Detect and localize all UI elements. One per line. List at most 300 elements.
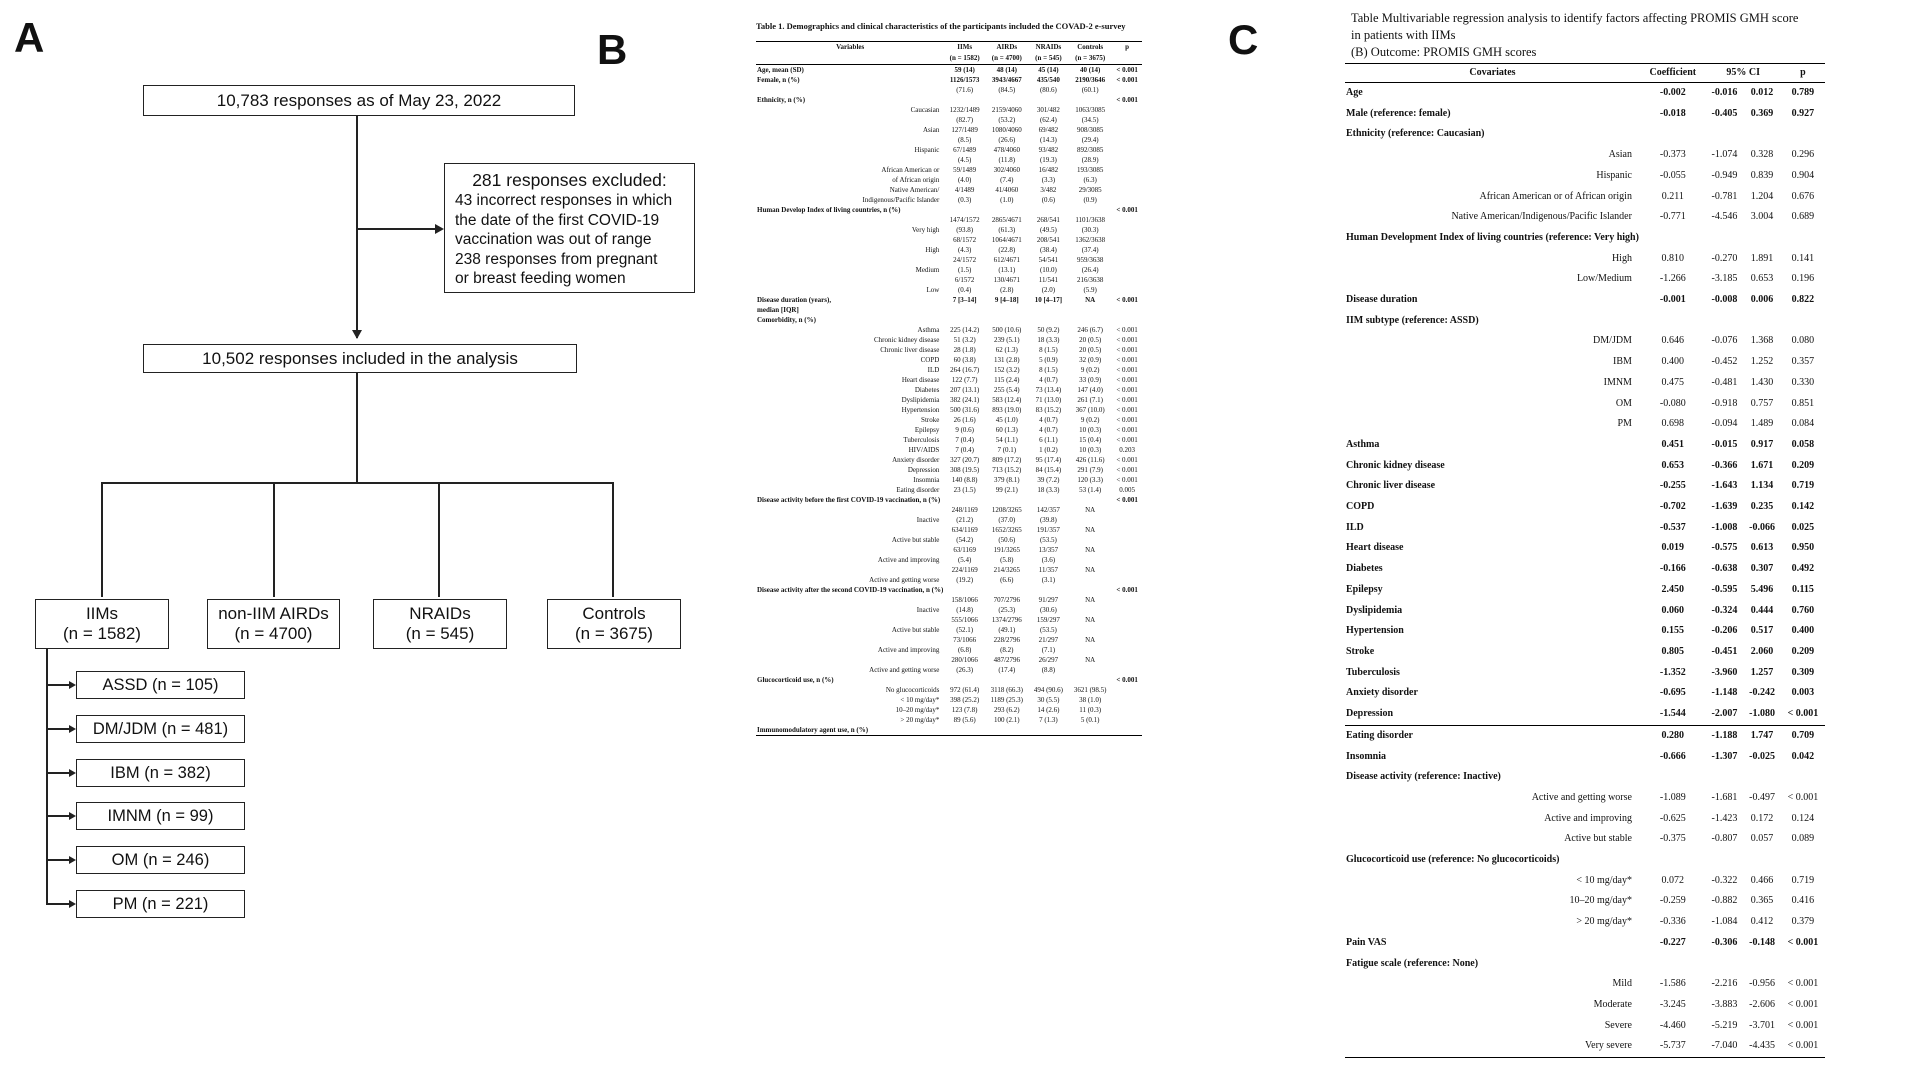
table-cell: -0.255 [1659,480,1686,492]
table-cell: 291 (7.9) [1077,466,1103,474]
table-row [1345,850,1825,871]
table-cell: (8.8) [1041,666,1056,674]
table-cell: 0.296 [1791,149,1815,161]
row-label: Inactive [916,516,940,524]
table-row [756,275,1142,285]
table-cell [1029,495,1069,505]
table-cell: -0.016 [1711,87,1738,98]
row-label: Chronic liver disease [1346,480,1436,492]
table-cell: 0.042 [1791,750,1815,762]
table-cell: (53.2) [998,116,1016,124]
table-cell [1068,625,1112,635]
row-label: Hypertension [901,406,940,414]
table-cell: < 0.001 [1116,376,1138,384]
table-cell: (3.6) [1041,556,1056,564]
row-label: Disease activity before the first COVID-19 vaccination, n (%) [757,496,941,504]
table-cell: -0.497 [1749,791,1775,803]
row-label: Ethnicity (reference: Caucasian) [1346,128,1485,140]
table-cell: 207 (13.1) [950,386,980,394]
table-cell: 1080/4060 [991,126,1022,134]
table-cell: 0.466 [1750,874,1774,886]
table-cell: 1.891 [1750,252,1774,264]
table-cell [985,585,1029,595]
table-cell: 6 (1.1) [1039,436,1058,444]
table-cell: (0.9) [1083,196,1097,204]
row-label: African American or of African origin [1479,190,1632,202]
table-row [1345,704,1825,725]
excluded-line: 238 responses from pregnant [455,250,658,268]
table-row [756,715,1142,725]
group-box-non-iim-airds [207,599,340,649]
table-cell: 54 (1.1) [995,436,1018,444]
table-cell: 583 (12.4) [992,396,1022,404]
row-label: Age [1346,87,1363,98]
table-cell: -3.245 [1659,998,1686,1010]
group-name: IIMs [85,604,119,623]
table-cell [1112,135,1142,145]
table-cell: 16/482 [1038,166,1059,174]
table-cell: 0.400 [1791,625,1815,637]
table-cell: 1 (0.2) [1039,446,1058,454]
table-cell [1640,311,1706,332]
table-cell: (4.5) [957,156,972,164]
row-label: OM [1615,397,1632,409]
table-cell: (49.1) [998,626,1016,634]
table-cell: 1232/1489 [949,106,980,114]
table-cell: 0.412 [1750,916,1774,928]
row-label: Anxiety disorder [892,456,940,464]
table-row [756,255,1142,265]
table-cell [1068,205,1112,215]
table-cell [1112,645,1142,655]
table-cell: (25.3) [998,606,1016,614]
table-cell: 0.917 [1750,438,1774,450]
table-cell: 115 (2.4) [994,376,1020,384]
table-row [756,655,1142,665]
table-cell: (52.1) [956,626,974,634]
table-row [756,395,1142,405]
table-cell: NA [1085,656,1096,664]
row-label: Female, n (%) [757,76,800,84]
table-cell: 1.204 [1750,190,1774,202]
table-cell: 0.927 [1791,107,1815,119]
table-row [756,125,1142,135]
table-cell [1112,665,1142,675]
table-cell [1068,315,1112,325]
table-cell [1112,695,1142,705]
table-cell: 9 (0.2) [1080,366,1100,374]
table-cell [1112,185,1142,195]
table-cell: < 0.001 [1116,676,1138,684]
table-cell: 0.357 [1791,356,1815,368]
table-cell: -4.460 [1659,1019,1686,1031]
table-cell: 89 (5.6) [953,716,976,724]
table-cell [1640,124,1706,145]
table-cell: -3.960 [1711,666,1738,678]
table-cell [1112,165,1142,175]
panel-label-a: A [14,14,45,61]
table-cell [1640,767,1706,788]
table-cell: (6.6) [1000,576,1014,584]
column-header: p [1112,42,1142,65]
table-cell [944,205,985,215]
table-cell: 1.430 [1750,376,1774,388]
table-cell: 123 (7.8) [951,706,978,714]
table-cell: (84.5) [998,86,1016,94]
table-cell: (5.4) [957,556,972,564]
table-cell: (49.5) [1039,226,1057,234]
table-cell: 131 (2.8) [993,356,1020,364]
table-row [1345,145,1825,166]
table-cell: 59/1489 [953,166,977,174]
table-cell: 73 (13.4) [1035,386,1062,394]
table-row [756,585,1142,595]
table-cell: 382 (24.1) [950,396,980,404]
table-cell [944,315,985,325]
table-cell: (30.6) [1039,606,1057,614]
table-cell: 68/1572 [953,236,977,244]
table-cell: -2.216 [1711,978,1738,990]
arrowhead-right [69,900,76,908]
table-cell: 0.950 [1791,542,1815,554]
row-label [756,155,944,165]
row-label: Disease duration (years), [757,296,832,304]
table-row [756,555,1142,565]
table-row [1345,394,1825,415]
row-label: > 20 mg/day* [900,716,940,724]
table-cell: -7.040 [1706,1036,1744,1057]
table-row [1345,166,1825,187]
table-cell [944,305,985,315]
table-cell: 60 (3.8) [953,356,976,364]
row-label [756,235,944,245]
table-cell: < 0.001 [1116,326,1138,334]
table-row [1345,912,1825,933]
table-cell [1029,205,1069,215]
table-cell: 0.025 [1791,521,1815,533]
group-box-iims [35,599,169,649]
table-cell: < 0.001 [1116,466,1138,474]
table-cell: 9 (0.6) [955,426,974,434]
table-cell: 6/1572 [954,276,975,284]
table-cell [1112,525,1142,535]
table-row [1345,187,1825,208]
group-name: Controls [582,604,646,623]
table-cell [985,725,1029,736]
table-cell [1112,85,1142,95]
table-cell: 5 (0.1) [1080,716,1100,724]
regression-table [1345,63,1825,1058]
table-cell: -5.219 [1711,1019,1738,1031]
table-cell: 0.400 [1661,356,1685,368]
table-cell: 0.719 [1791,874,1815,886]
table-cell: 10 (0.3) [1079,426,1102,434]
table-cell: -1.148 [1711,687,1738,699]
table-cell [1068,95,1112,105]
table-row [756,495,1142,505]
table-cell: NA [1085,636,1096,644]
table-cell: 1126/1573 [949,76,980,84]
table-cell: -0.242 [1749,687,1775,699]
table-cell: 239 (5.1) [993,336,1020,344]
table-row [756,465,1142,475]
table-row [756,185,1142,195]
column-header: Variables [756,42,944,65]
row-label: Very severe [1345,1036,1640,1057]
column-header: Coefficient [1640,64,1706,83]
table-cell: < 0.001 [1116,496,1138,504]
table-row [756,215,1142,225]
table-cell: (13.1) [998,266,1016,274]
table-cell: -1.188 [1706,725,1744,746]
row-label: Chronic liver disease [880,346,940,354]
table-cell: 18 (3.3) [1037,486,1060,494]
table-row [1345,871,1825,892]
table-cell: 3943/4667 [991,76,1022,84]
table-cell: 0.839 [1750,169,1774,181]
table-row [1345,311,1825,332]
row-label: Hispanic [1596,169,1632,181]
table-cell: -2.606 [1749,998,1775,1010]
table-cell: (53.5) [1039,626,1057,634]
table-cell: 0.003 [1791,687,1815,699]
table-cell: 0.517 [1750,625,1774,637]
table-cell: 308 (19.5) [950,466,980,474]
table-cell: 0.365 [1750,895,1774,907]
table-cell: 500 (10.6) [992,326,1022,334]
table-row [1345,747,1825,768]
table-cell [1781,850,1825,871]
table-cell: 0.235 [1750,501,1774,513]
table-cell: -0.375 [1659,833,1686,845]
table-cell [1068,515,1112,525]
table-cell: (93.8) [956,226,974,234]
table-cell: (21.2) [956,516,974,524]
table-cell: -0.008 [1711,294,1738,306]
table-cell: NA [1085,526,1096,534]
table-cell: 45 (1.0) [995,416,1018,424]
table-row [756,475,1142,485]
table-cell [1029,675,1069,685]
table-cell: 41/4060 [995,186,1019,194]
table-cell [985,305,1029,315]
table-cell: 426 (11.6) [1075,456,1105,464]
row-label [756,635,944,645]
table-cell: -1.266 [1659,273,1686,285]
table-cell: -0.366 [1711,459,1738,471]
table-cell: 0.203 [1119,446,1135,454]
table-cell: < 0.001 [1116,476,1138,484]
row-label: African American or [881,166,940,174]
table-row [756,195,1142,205]
row-label [756,525,944,535]
table-cell: 0.760 [1791,604,1815,616]
row-label: Human Develop Index of living countries, n (%) [757,206,901,214]
row-label: Age, mean (SD) [757,66,804,74]
table-cell [1706,124,1744,145]
table-cell [1743,850,1781,871]
table-cell: 60 (1.3) [995,426,1018,434]
table-cell: < 0.001 [1116,416,1138,424]
table-cell [1112,535,1142,545]
table-cell: NA [1085,596,1096,604]
table-cell: < 0.001 [1116,426,1138,434]
table-row [756,345,1142,355]
table-cell: 293 (6.2) [993,706,1020,714]
table-cell: -0.080 [1659,397,1686,409]
table-row [756,355,1142,365]
table-cell: -0.076 [1711,335,1738,347]
table-cell: -1.423 [1711,812,1738,824]
table-cell: (4.0) [957,176,972,184]
table-row [756,445,1142,455]
table-cell: -1.352 [1659,666,1686,678]
table-cell: 8 (1.5) [1039,346,1058,354]
table-cell: < 0.001 [1781,1036,1825,1057]
table-cell: 158/1066 [951,596,978,604]
table-cell [1029,585,1069,595]
table-cell [1112,655,1142,665]
table-row [756,485,1142,495]
table-row [1345,580,1825,601]
table-cell: 9 (0.2) [1080,416,1100,424]
table-cell: 1.747 [1743,725,1781,746]
table-cell [1112,725,1142,736]
row-label: Heart disease [901,376,940,384]
table-cell: 0.330 [1791,376,1815,388]
table-cell [1112,115,1142,125]
table-cell: (39.8) [1039,516,1057,524]
table-cell: -1.089 [1659,791,1686,803]
included-responses-box: 10,502 responses included in the analysis [143,344,577,373]
table-cell [1068,305,1112,315]
table-cell: 7 [3–14] [952,296,977,304]
table-cell: -0.002 [1659,87,1686,98]
table-cell [1781,124,1825,145]
table-row [1345,559,1825,580]
table-cell: 140 (8.8) [951,476,978,484]
table-cell: 0.904 [1791,169,1815,181]
table-cell: -1.639 [1711,501,1738,513]
table-cell [1068,605,1112,615]
table-row [756,685,1142,695]
table-cell: 23 (1.5) [953,486,976,494]
table-row [756,535,1142,545]
table-cell: 91/297 [1038,596,1059,604]
table-row [1345,538,1825,559]
table-cell: (0.4) [957,286,972,294]
row-label: Asian [1608,149,1632,161]
table-cell: 7 (1.3) [1039,716,1058,724]
table-cell [1640,850,1706,871]
table-cell: 100 (2.1) [993,716,1020,724]
table-cell: 7 (0.4) [955,446,974,454]
table-cell: 1362/3638 [1075,236,1106,244]
table-cell: -0.001 [1659,294,1686,306]
table-row [1345,933,1825,954]
table-cell [1743,954,1781,975]
row-label: Stroke [921,416,940,424]
row-label [756,615,944,625]
table-row [756,595,1142,605]
table-row [1345,456,1825,477]
row-label: Low [926,286,940,294]
table-row [1345,290,1825,311]
table-cell: -0.882 [1711,895,1738,907]
table-cell: 1474/1572 [949,216,980,224]
table-cell: (26.6) [998,136,1016,144]
table-cell [1112,575,1142,585]
table-cell: -1.008 [1711,521,1738,533]
row-label: Human Development Index of living countries (reference: Very high) [1346,231,1639,243]
table-row [756,545,1142,555]
subtype-box-assd: ASSD (n = 105) [76,671,245,699]
table-row [756,165,1142,175]
table-cell [1112,315,1142,325]
table-row [756,305,1142,315]
table-cell: (80.6) [1039,86,1057,94]
table-cell: 7 (0.4) [955,436,974,444]
table-cell: -0.666 [1659,750,1686,762]
column-header: 95% CI [1706,64,1781,83]
excluded-line: or breast feeding women [455,270,626,287]
table-cell: 0.005 [1119,486,1135,494]
demographics-table [756,41,1142,736]
table-cell: 1101/3638 [1075,216,1105,224]
table-cell [1112,605,1142,615]
table-cell: (5.8) [1000,556,1014,564]
table-cell [1068,575,1112,585]
table-row [756,145,1142,155]
table-cell: 1189 (25.3) [990,696,1023,704]
row-label: Glucocorticoid use (reference: No glucocorticoids) [1346,854,1560,866]
table-cell: (2.0) [1041,286,1056,294]
table-cell: 555/1066 [951,616,978,624]
table-cell: 1.368 [1750,335,1774,347]
table-cell: 0.196 [1791,273,1815,285]
table-cell: 893 (19.0) [992,406,1022,414]
row-label: Disease activity after the second COVID-19 vaccination, n (%) [757,586,944,594]
table-title: Table 1. Demographics and clinical characteristics of the participants included the COVAD-2 e-survey [756,21,1126,31]
table-cell: 28 (1.8) [953,346,976,354]
row-label: median [IQR] [757,306,799,314]
table-row [1345,601,1825,622]
table-cell: < 0.001 [1787,978,1819,990]
table-cell: (30.3) [1081,226,1099,234]
table-cell [1706,228,1744,249]
table-cell: 225 (14.2) [950,326,980,334]
table-row [1345,331,1825,352]
row-label: Fatigue scale (reference: None) [1346,957,1479,969]
row-label: Active and getting worse [869,576,940,584]
row-label: Insomnia [1346,750,1387,762]
table-cell: 3.004 [1750,211,1774,223]
table-cell [1781,954,1825,975]
table-cell: -3.883 [1711,998,1738,1010]
table-cell: < 0.001 [1116,76,1138,84]
row-label: 10–20 mg/day* [1569,895,1632,907]
table-cell: 301/482 [1036,106,1060,114]
row-label: High [925,246,940,254]
table-cell [1640,954,1706,975]
table-cell: -0.575 [1711,542,1738,554]
table-row [756,85,1142,95]
row-label: Anxiety disorder [1346,687,1418,699]
table-cell: < 0.001 [1116,586,1138,594]
table-cell: 120 (3.3) [1077,476,1103,484]
table-cell [1112,145,1142,155]
table-cell: < 0.001 [1787,998,1819,1010]
